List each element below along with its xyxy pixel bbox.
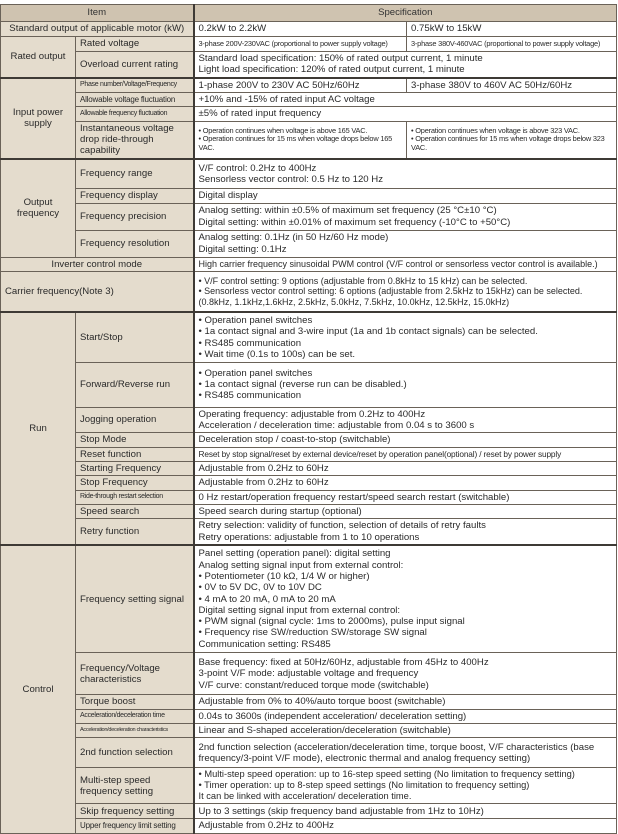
freq-range-label: Frequency range <box>76 159 194 189</box>
starting-freq-label: Starting Frequency <box>76 462 194 476</box>
freq-precision-line: Digital setting: within ±0.01% of maximum set frequency (-10°C to +50°C) <box>198 216 511 228</box>
carrier-frequency-value <box>194 271 617 312</box>
table-row <box>1 695 617 709</box>
forward-reverse-line: • RS485 communication <box>198 390 302 402</box>
jogging-line: Acceleration / deceleration time: adjustable from 0.04 s to 3600 s <box>198 420 475 432</box>
freq-range-line: Sensorless vector control: 0.5 Hz to 120 Hz <box>198 173 384 185</box>
jogging-line: Operating frequency: adjustable from 0.2Hz to 400Hz <box>198 408 426 420</box>
rated-voltage-label: Rated voltage <box>76 37 194 52</box>
accel-char-value: Linear and S-shaped acceleration/deceleration (switchable) <box>194 724 617 738</box>
freq-setting-line: • Frequency rise SW/reduction SW/storage SW signal <box>198 627 427 639</box>
inverter-control-value: High carrier frequency sinusoidal PWM control (V/F control or sensorless vector control is available.) <box>194 257 617 271</box>
table-header-row <box>1 5 617 22</box>
spec-table-container <box>0 4 616 834</box>
table-row <box>1 407 617 433</box>
start-stop-line: • Operation panel switches <box>198 314 313 326</box>
table-row <box>1 545 617 653</box>
accel-time-value: 0.04s to 3600s (independent acceleration/ deceleration setting) <box>194 709 617 723</box>
fv-line: V/F curve: constant/reduced torque mode (switchable) <box>198 679 429 691</box>
freq-resolution-line: Digital setting: 0.1Hz <box>198 243 287 255</box>
carrier-line: • Sensorless vector control setting: 6 options (adjustable from 2.5kHz to 15kHz) can be selected. <box>198 286 583 297</box>
group-rated-output: Rated output <box>1 37 76 78</box>
fv-label-line: characteristics <box>80 673 142 685</box>
table-row <box>1 189 617 203</box>
standard-output-1phase: 0.2kW to 2.2kW <box>194 22 407 37</box>
stop-freq-value: Adjustable from 0.2Hz to 60Hz <box>194 476 617 490</box>
table-row <box>1 37 617 52</box>
freq-setting-line: • 4 mA to 20 mA, 0 mA to 20 mA <box>198 593 336 605</box>
table-row <box>1 257 617 271</box>
instantaneous-label <box>76 121 194 158</box>
start-stop-line: • Wait time (0.1s to 100s) can be set. <box>198 348 356 360</box>
fv-characteristics-label <box>76 653 194 695</box>
forward-reverse-value <box>194 362 617 407</box>
instantaneous-line: • Operation continues for 15 ms when voltage drops below 165 VAC. <box>198 134 393 153</box>
second-function-line: frequency/3-point V/F mode), electronic thermal and analog frequency setting) <box>198 752 531 764</box>
start-stop-label: Start/Stop <box>76 312 194 362</box>
reset-value: Reset by stop signal/reset by external device/reset by operation panel(optional) / reset by power supply <box>194 447 617 461</box>
instantaneous-line: • Operation continues for 15 ms when voltage drops below 323 VAC. <box>411 134 605 153</box>
group-label-line: frequency <box>16 208 60 220</box>
multi-step-label-line: Multi-step speed <box>80 774 151 786</box>
table-row <box>1 159 617 189</box>
start-stop-line: • RS485 communication <box>198 337 302 349</box>
freq-setting-signal-label: Frequency setting signal <box>76 545 194 653</box>
table-row <box>1 447 617 461</box>
skip-freq-value: Up to 3 settings (skip frequency band adjustable from 1Hz to 10Hz) <box>194 804 617 819</box>
accel-time-label: Acceleration/deceleration time <box>76 709 194 723</box>
reset-label: Reset function <box>76 447 194 461</box>
table-row <box>1 203 617 230</box>
freq-resolution-label: Frequency resolution <box>76 230 194 257</box>
overload-label: Overload current rating <box>76 52 194 78</box>
phase-3phase: 3-phase 380V to 460V AC 50Hz/60Hz <box>407 78 617 93</box>
start-stop-value <box>194 312 617 362</box>
group-output-frequency <box>1 159 76 257</box>
overload-value <box>194 52 617 78</box>
table-row <box>1 709 617 723</box>
second-function-label: 2nd function selection <box>76 738 194 768</box>
instantaneous-label-line: ride-through capability <box>80 134 154 157</box>
table-row <box>1 312 617 362</box>
freq-precision-line: Analog setting: within ±0.5% of maximum set frequency (25 °C±10 °C) <box>198 205 497 217</box>
table-row <box>1 271 617 312</box>
fv-line: Base frequency: fixed at 50Hz/60Hz, adjustable from 45Hz to 400Hz <box>198 656 489 668</box>
fv-characteristics-value <box>194 653 617 695</box>
inverter-spec-table <box>0 4 617 834</box>
multi-step-line: • Timer operation: up to 8-step speed settings (No limitation to frequency setting) <box>198 780 530 791</box>
freq-precision-value <box>194 203 617 230</box>
group-input-power: Input power supply <box>1 78 76 159</box>
torque-boost-value: Adjustable from 0% to 40%/auto torque boost (switchable) <box>194 695 617 709</box>
standard-output-3phase: 0.75kW to 15kW <box>407 22 617 37</box>
overload-line: Light load specification: 120% of rated output current, 1 minute <box>198 64 465 76</box>
phase-1phase: 1-phase 200V to 230V AC 50Hz/60Hz <box>194 78 407 93</box>
retry-line: Retry selection: validity of function, selection of details of retry faults <box>198 520 486 532</box>
instantaneous-3phase <box>407 121 617 158</box>
instantaneous-1phase <box>194 121 407 158</box>
second-function-line: 2nd function selection (acceleration/deceleration time, torque boost, V/F characteristics (base <box>198 741 595 753</box>
carrier-frequency-label: Carrier frequency(Note 3) <box>1 271 194 312</box>
table-row <box>1 804 617 819</box>
table-row <box>1 519 617 545</box>
multi-step-value <box>194 768 617 804</box>
freq-setting-signal-value <box>194 545 617 653</box>
skip-freq-label: Skip frequency setting <box>76 804 194 819</box>
rated-voltage-1phase: 3-phase 200V-230VAC (proportional to power supply voltage) <box>194 37 407 52</box>
freq-display-value: Digital display <box>194 189 617 203</box>
accel-char-label: Acceleration/deceleration characteristics <box>76 724 194 738</box>
freq-resolution-value <box>194 230 617 257</box>
retry-value <box>194 519 617 545</box>
carrier-line: (0.8kHz, 1.1kHz,1.6kHz, 2.5kHz, 5.0kHz, 7.5kHz, 10.0kHz, 12.5kHz, 15.0kHz) <box>198 296 510 307</box>
freq-setting-line: Digital setting signal input from external control: <box>198 604 401 616</box>
ride-through-value: 0 Hz restart/operation frequency restart/speed search restart (switchable) <box>194 490 617 504</box>
inverter-control-label: Inverter control mode <box>1 257 194 271</box>
freq-resolution-line: Analog setting: 0.1Hz (in 50 Hz/60 Hz mode) <box>198 232 389 244</box>
freq-fluct-label: Allowable frequency fluctuation <box>76 107 194 121</box>
table-row <box>1 433 617 447</box>
speed-search-value: Speed search during startup (optional) <box>194 505 617 519</box>
instantaneous-label-line: Instantaneous voltage drop <box>80 122 174 146</box>
freq-setting-line: Panel setting (operation panel): digital setting <box>198 548 391 560</box>
table-row <box>1 107 617 121</box>
freq-range-value <box>194 159 617 189</box>
speed-search-label: Speed search <box>76 505 194 519</box>
table-row <box>1 476 617 490</box>
freq-setting-line: • 0V to 5V DC, 0V to 10V DC <box>198 582 322 594</box>
freq-precision-label: Frequency precision <box>76 203 194 230</box>
multi-step-label-line: frequency setting <box>80 785 154 797</box>
header-specification: Specification <box>194 5 617 22</box>
freq-setting-line: • PWM signal (signal cycle: 1ms to 2000ms), pulse input signal <box>198 616 465 628</box>
upper-limit-value: Adjustable from 0.2Hz to 400Hz <box>194 819 617 833</box>
table-row <box>1 819 617 833</box>
instantaneous-line: • Operation continues when voltage is above 165 VAC. <box>198 125 368 135</box>
jogging-value <box>194 407 617 433</box>
freq-setting-line: Communication setting: RS485 <box>198 638 331 650</box>
table-row <box>1 362 617 407</box>
starting-freq-value: Adjustable from 0.2Hz to 60Hz <box>194 462 617 476</box>
retry-label: Retry function <box>76 519 194 545</box>
group-run: Run <box>1 312 76 545</box>
group-label-line: Output <box>23 196 53 208</box>
table-row <box>1 738 617 768</box>
stop-mode-value: Deceleration stop / coast-to-stop (switchable) <box>194 433 617 447</box>
table-row <box>1 121 617 158</box>
multi-step-line: It can be linked with acceleration/ deceleration time. <box>198 791 412 802</box>
retry-line: Retry operations: adjustable from 1 to 10 operations <box>198 531 420 543</box>
multi-step-label <box>76 768 194 804</box>
instantaneous-line: • Operation continues when voltage is above 323 VAC. <box>411 125 580 135</box>
forward-reverse-line: • Operation panel switches <box>198 367 313 379</box>
carrier-line: • V/F control setting: 9 options (adjustable from 0.8kHz to 15 kHz) can be selected. <box>198 275 528 286</box>
group-control: Control <box>1 545 76 833</box>
multi-step-line: • Multi-step speed operation: up to 16-step speed setting (No limitation to frequency setting) <box>198 769 575 780</box>
overload-line: Standard load specification: 150% of rated output current, 1 minute <box>198 53 483 64</box>
header-item: Item <box>1 5 194 22</box>
table-row <box>1 505 617 519</box>
table-row <box>1 93 617 107</box>
freq-setting-line: • Potentiometer (10 kΩ, 1/4 W or higher) <box>198 570 370 582</box>
stop-freq-label: Stop Frequency <box>76 476 194 490</box>
fv-label-line: Frequency/Voltage <box>80 662 161 674</box>
start-stop-line: • 1a contact signal and 3-wire input (1a and 1b contact signals) can be selected. <box>198 326 538 338</box>
fv-line: 3-point V/F mode: adjustable voltage and frequency <box>198 668 419 680</box>
table-row <box>1 230 617 257</box>
upper-limit-label: Upper frequency limit setting <box>76 819 194 833</box>
table-row <box>1 78 617 93</box>
table-row <box>1 22 617 37</box>
rated-voltage-3phase: 3-phase 380V-460VAC (proportional to power supply voltage) <box>407 37 617 52</box>
standard-output-label: Standard output of applicable motor (kW) <box>1 22 194 37</box>
voltage-fluct-value: +10% and -15% of rated input AC voltage <box>194 93 617 107</box>
table-row <box>1 768 617 804</box>
forward-reverse-line: • 1a contact signal (reverse run can be disabled.) <box>198 379 407 391</box>
stop-mode-label: Stop Mode <box>76 433 194 447</box>
phase-label: Phase number/Voltage/Frequency <box>76 78 194 93</box>
table-row <box>1 653 617 695</box>
torque-boost-label: Torque boost <box>76 695 194 709</box>
forward-reverse-label: Forward/Reverse run <box>76 362 194 407</box>
table-row <box>1 462 617 476</box>
table-row <box>1 724 617 738</box>
jogging-label: Jogging operation <box>76 407 194 433</box>
ride-through-label: Ride-through restart selection <box>76 490 194 504</box>
table-row <box>1 52 617 78</box>
freq-fluct-value: ±5% of rated input frequency <box>194 107 617 121</box>
voltage-fluct-label: Allowable voltage fluctuation <box>76 93 194 107</box>
table-row <box>1 490 617 504</box>
freq-setting-line: Analog setting signal input from external control: <box>198 559 404 571</box>
second-function-value <box>194 738 617 768</box>
freq-range-line: V/F control: 0.2Hz to 400Hz <box>198 162 317 174</box>
freq-display-label: Frequency display <box>76 189 194 203</box>
